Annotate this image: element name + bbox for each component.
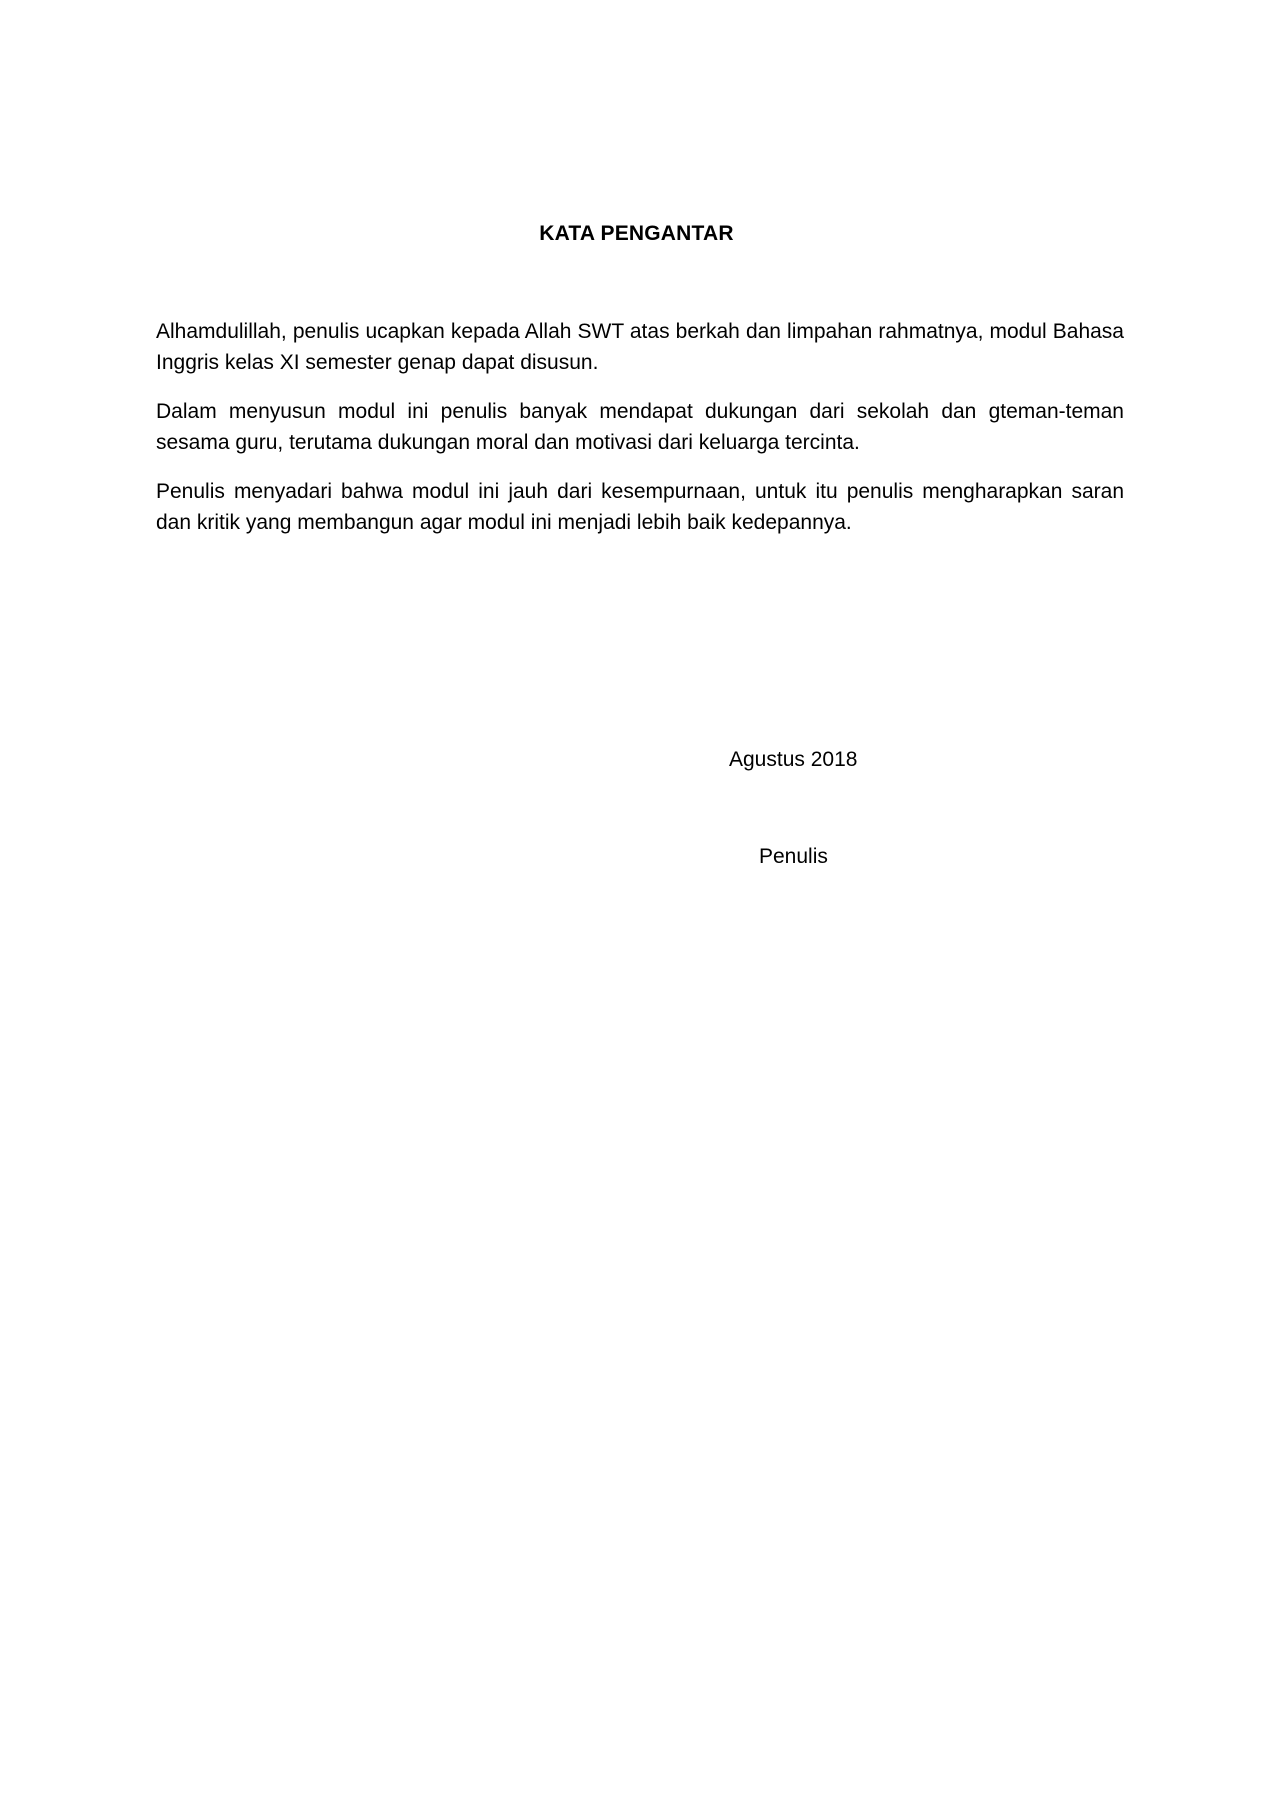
paragraph-2: Dalam menyusun modul ini penulis banyak mendapat dukungan dari sekolah dan gteman-teman sesama guru, terutama dukungan moral dan motivasi dari keluarga tercinta.: [156, 400, 1124, 454]
paragraph-1: Alhamdulillah, penulis ucapkan kepada Allah SWT atas berkah dan limpahan rahmatnya, modul Bahasa Inggris kelas XI semester genap dapat disusun.: [156, 320, 1124, 374]
document-date: Agustus 2018: [729, 748, 858, 771]
paragraph-3: Penulis menyadari bahwa modul ini jauh dari kesempurnaan, untuk itu penulis mengharapkan saran dan kritik yang membangun agar modul ini menjadi lebih baik kedepannya.: [156, 480, 1124, 534]
document-signer: Penulis: [759, 845, 828, 868]
body-text: [156, 316, 1124, 556]
page-title: KATA PENGANTAR: [539, 222, 734, 245]
